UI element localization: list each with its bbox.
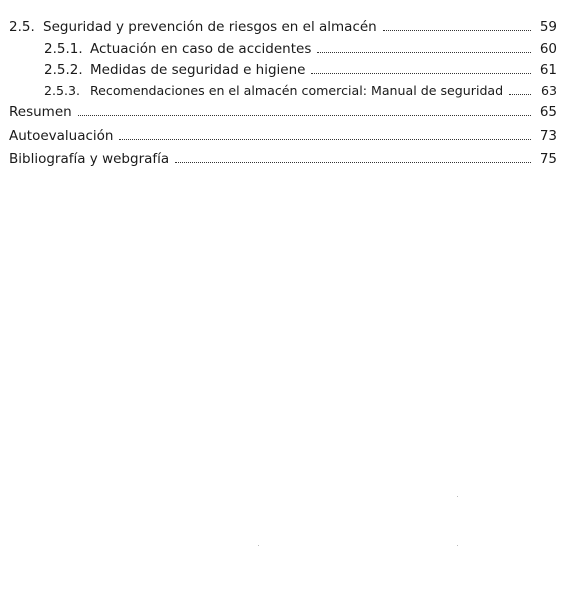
dot-leader — [509, 94, 531, 95]
dot-leader — [317, 52, 531, 53]
toc-entry-title: Actuación en caso de accidentes — [90, 41, 312, 57]
toc-entry-page: 60 — [539, 41, 557, 57]
toc-entry-page: 63 — [540, 83, 557, 98]
toc-entry-title: Autoevaluación — [9, 128, 114, 144]
toc-entry-page: 65 — [539, 104, 557, 120]
toc-entry-number: 2.5.3. — [44, 83, 81, 98]
dot-leader — [383, 30, 531, 31]
toc-entry[interactable] — [9, 15, 557, 35]
toc-entry[interactable] — [9, 124, 557, 144]
toc-entry-page: 75 — [539, 151, 557, 167]
dot-leader — [175, 162, 531, 163]
toc-entry-title: Medidas de seguridad e higiene — [90, 62, 306, 78]
toc-entry[interactable] — [44, 79, 557, 99]
toc-entry-number: 2.5. — [9, 19, 35, 35]
dot-leader — [311, 73, 531, 74]
toc-entry-title: Bibliografía y webgrafía — [9, 151, 170, 167]
toc-entry-page: 61 — [539, 62, 557, 78]
toc-entry[interactable] — [44, 37, 557, 57]
toc-entry-page: 73 — [539, 128, 557, 144]
toc-entry[interactable] — [44, 58, 557, 78]
toc-entry-page: 59 — [539, 19, 557, 35]
toc-entry-number: 2.5.2. — [44, 62, 83, 78]
toc-entry-title: Resumen — [9, 104, 72, 120]
dot-leader — [119, 139, 531, 140]
toc-entry-number: 2.5.1. — [44, 41, 83, 57]
toc-entry[interactable] — [9, 100, 557, 120]
toc-entry[interactable] — [9, 147, 557, 167]
toc-entry-title: Seguridad y prevención de riesgos en el almacén — [43, 19, 377, 35]
toc-entry-title: Recomendaciones en el almacén comercial: Manual de seguridad — [90, 83, 504, 98]
dot-leader — [78, 115, 531, 116]
